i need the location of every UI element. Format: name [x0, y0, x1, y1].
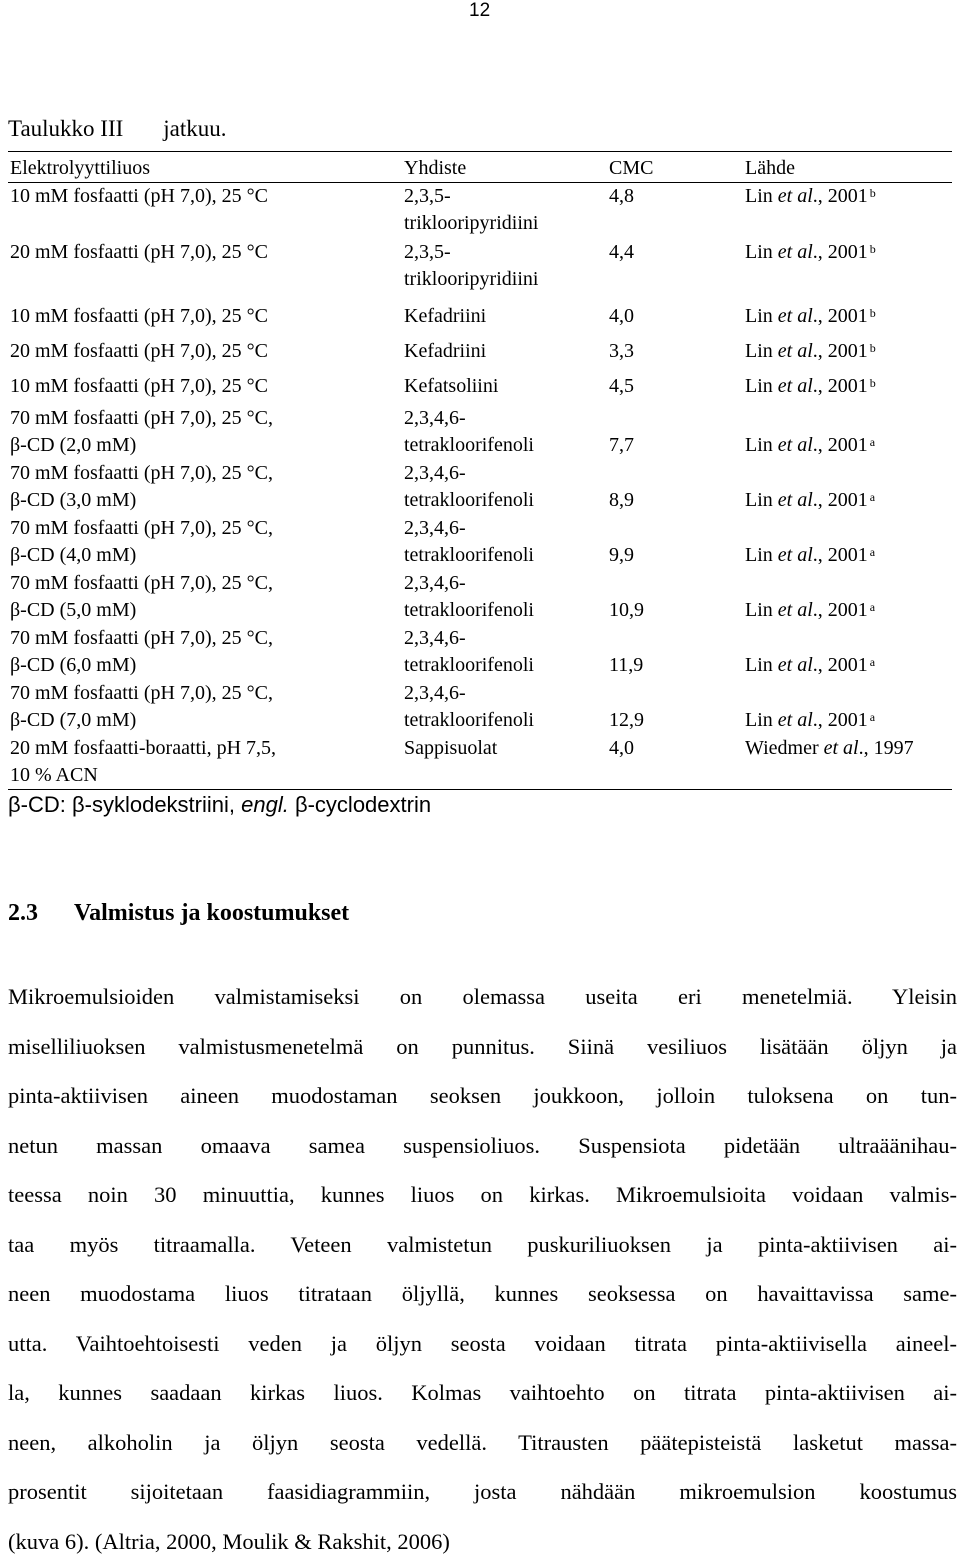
source-etal: et al [778, 709, 813, 731]
table-cell-electrolyte-line2: β-CD (4,0 mM) [10, 542, 136, 569]
table-cell-cmc: 12,9 [609, 707, 644, 734]
source-superscript: a [870, 545, 875, 559]
table-cell-electrolyte: 70 mM fosfaatti (pH 7,0), 25 °C, [10, 680, 273, 707]
source-author: Lin [745, 305, 778, 327]
table-cell-cmc: 3,3 [609, 338, 634, 365]
table-cell-electrolyte-line2: β-CD (7,0 mM) [10, 707, 136, 734]
table-cell-compound: 2,3,4,6- [404, 515, 466, 542]
source-superscript: b [870, 376, 876, 390]
source-year: ., 2001 [813, 599, 868, 621]
table-cell-source [745, 183, 876, 210]
table-cell-source [745, 432, 875, 459]
table-cell-electrolyte: 10 mM fosfaatti (pH 7,0), 25 °C [10, 303, 268, 330]
table-footnote [8, 792, 431, 818]
source-superscript: a [870, 490, 875, 504]
source-superscript: a [870, 600, 875, 614]
table-cell-electrolyte: 10 mM fosfaatti (pH 7,0), 25 °C [10, 183, 268, 210]
table-cell-compound: Sappisuolat [404, 735, 497, 762]
table-cell-cmc: 4,0 [609, 303, 634, 330]
paragraph-line: neen, alkoholin ja öljyn seosta vedellä. Titrausten päätepisteistä lasketut massa- [8, 1418, 957, 1468]
table-cell-compound: 2,3,4,6- [404, 460, 466, 487]
table-cell-cmc: 9,9 [609, 542, 634, 569]
table-cell-source [745, 707, 875, 734]
table-cell-compound: Kefadriini [404, 303, 486, 330]
footnote-italic: engl. [241, 792, 289, 817]
footnote-text: β-CD: β-syklodekstriini, [8, 792, 241, 817]
table-cell-electrolyte: 70 mM fosfaatti (pH 7,0), 25 °C, [10, 460, 273, 487]
table-cell-compound: 2,3,5- [404, 239, 451, 266]
paragraph-line: Mikroemulsioiden valmistamiseksi on olemassa useita eri menetelmiä. Yleisin [8, 972, 957, 1022]
table-cell-source [745, 597, 875, 624]
source-year: ., 2001 [813, 241, 868, 263]
table-cell-compound-line2: tetrakloorifenoli [404, 707, 534, 734]
table-title [8, 116, 227, 142]
table-cell-source [745, 542, 875, 569]
table-cell-electrolyte: 20 mM fosfaatti-boraatti, pH 7,5, [10, 735, 276, 762]
table-cell-source [745, 652, 875, 679]
table-cell-electrolyte: 70 mM fosfaatti (pH 7,0), 25 °C, [10, 625, 273, 652]
paragraph-line: taa myös titraamalla. Veteen valmistetun puskuriliuoksen ja pinta-aktiivisen ai- [8, 1220, 957, 1270]
source-year: ., 2001 [813, 434, 868, 456]
source-superscript: a [870, 710, 875, 724]
header-compound: Yhdiste [404, 155, 466, 182]
source-superscript: b [870, 186, 876, 200]
table-cell-cmc: 11,9 [609, 652, 643, 679]
table-cell-compound-line2: triklooripyridiini [404, 266, 538, 293]
source-superscript: b [870, 341, 876, 355]
source-year: ., 2001 [813, 489, 868, 511]
paragraph-line: neen muodostama liuos titrataan öljyllä, kunnes seoksessa on havaittavissa same- [8, 1269, 957, 1319]
table-cell-compound: 2,3,4,6- [404, 570, 466, 597]
paragraph-line: netun massan omaava samea suspensioliuos. Suspensiota pidetään ultraäänihau- [8, 1121, 957, 1171]
paragraph-line: pinta-aktiivisen aineen muodostaman seoksen joukkoon, jolloin tuloksena on tun- [8, 1071, 957, 1121]
table-cell-electrolyte: 70 mM fosfaatti (pH 7,0), 25 °C, [10, 570, 273, 597]
source-year: ., 2001 [813, 544, 868, 566]
source-superscript: b [870, 306, 876, 320]
source-year: ., 2001 [813, 654, 868, 676]
source-author: Lin [745, 489, 778, 511]
section-heading [8, 900, 349, 927]
source-year: ., 2001 [813, 375, 868, 397]
table-cell-compound-line2: tetrakloorifenoli [404, 487, 534, 514]
body-paragraph [8, 972, 957, 1566]
table-cell-compound-line2: tetrakloorifenoli [404, 542, 534, 569]
table-cell-compound: 2,3,4,6- [404, 625, 466, 652]
table-cell-source [745, 303, 876, 330]
table-continued-label: jatkuu. [163, 116, 226, 141]
paragraph-line: miselliliuoksen valmistusmenetelmä on punnitus. Siinä vesiliuos lisätään öljyn ja [8, 1022, 957, 1072]
table-cell-cmc: 8,9 [609, 487, 634, 514]
header-cmc: CMC [609, 155, 653, 182]
table-cell-electrolyte: 20 mM fosfaatti (pH 7,0), 25 °C [10, 338, 268, 365]
table-cell-compound-line2: tetrakloorifenoli [404, 652, 534, 679]
section-number: 2.3 [8, 900, 38, 926]
source-etal: et al [778, 185, 813, 207]
table-cell-electrolyte: 70 mM fosfaatti (pH 7,0), 25 °C, [10, 515, 273, 542]
source-author: Lin [745, 185, 778, 207]
source-superscript: a [870, 655, 875, 669]
source-year: ., 2001 [813, 305, 868, 327]
table-cell-compound: 2,3,4,6- [404, 405, 466, 432]
table-cell-cmc: 7,7 [609, 432, 634, 459]
source-author: Lin [745, 709, 778, 731]
paragraph-line: la, kunnes saadaan kirkas liuos. Kolmas vaihtoehto on titrata pinta-aktiivisen ai- [8, 1368, 957, 1418]
source-author: Lin [745, 544, 778, 566]
table-cell-source [745, 487, 875, 514]
source-etal: et al [778, 305, 813, 327]
source-year: ., 2001 [813, 709, 868, 731]
table-cell-cmc: 4,0 [609, 735, 634, 762]
page-number: 12 [469, 0, 490, 22]
table-cell-compound-line2: tetrakloorifenoli [404, 597, 534, 624]
table-cell-electrolyte-line2: β-CD (6,0 mM) [10, 652, 136, 679]
source-author: Wiedmer [745, 737, 824, 759]
paragraph-line: utta. Vaihtoehtoisesti veden ja öljyn seosta voidaan titrata pinta-aktiivisella aineel- [8, 1319, 957, 1369]
source-year: ., 2001 [813, 185, 868, 207]
section-title: Valmistus ja koostumukset [74, 900, 349, 926]
table-cell-source [745, 735, 916, 762]
table-cell-cmc: 4,8 [609, 183, 634, 210]
footnote-text-end: β-cyclodextrin [289, 792, 431, 817]
table-cell-source [745, 239, 876, 266]
table-bottom-rule [8, 789, 952, 790]
source-etal: et al [778, 241, 813, 263]
source-author: Lin [745, 340, 778, 362]
source-etal: et al [778, 599, 813, 621]
source-etal: et al [778, 434, 813, 456]
table-cell-electrolyte-line2: β-CD (3,0 mM) [10, 487, 136, 514]
table-cell-compound: Kefadriini [404, 338, 486, 365]
source-superscript: a [870, 435, 875, 449]
table-cell-electrolyte: 10 mM fosfaatti (pH 7,0), 25 °C [10, 373, 268, 400]
header-electrolyte: Elektrolyyttiliuos [10, 155, 150, 182]
source-author: Lin [745, 654, 778, 676]
table-top-rule [8, 151, 952, 152]
source-etal: et al [778, 654, 813, 676]
table-cell-cmc: 10,9 [609, 597, 644, 624]
paragraph-line: teessa noin 30 minuuttia, kunnes liuos on kirkas. Mikroemulsioita voidaan valmis- [8, 1170, 957, 1220]
paragraph-line: (kuva 6). (Altria, 2000, Moulik & Rakshit, 2006) [8, 1517, 957, 1566]
source-superscript: b [870, 242, 876, 256]
table-cell-compound: 2,3,4,6- [404, 680, 466, 707]
source-author: Lin [745, 375, 778, 397]
header-source: Lähde [745, 155, 795, 182]
source-author: Lin [745, 434, 778, 456]
paragraph-line: prosentit sijoitetaan faasidiagrammiin, josta nähdään mikroemulsion koostumus [8, 1467, 957, 1517]
table-cell-compound-line2: tetrakloorifenoli [404, 432, 534, 459]
source-etal: et al [778, 375, 813, 397]
table-cell-compound: 2,3,5- [404, 183, 451, 210]
table-cell-cmc: 4,4 [609, 239, 634, 266]
source-etal: et al [778, 340, 813, 362]
table-cell-electrolyte-line2: β-CD (2,0 mM) [10, 432, 136, 459]
table-cell-cmc: 4,5 [609, 373, 634, 400]
source-etal: et al [778, 489, 813, 511]
source-etal: et al [824, 737, 859, 759]
table-cell-source [745, 373, 876, 400]
table-label: Taulukko III [8, 116, 123, 141]
table-cell-electrolyte: 70 mM fosfaatti (pH 7,0), 25 °C, [10, 405, 273, 432]
table-cell-compound-line2: triklooripyridiini [404, 210, 538, 237]
source-author: Lin [745, 241, 778, 263]
source-author: Lin [745, 599, 778, 621]
table-cell-electrolyte-line2: 10 % ACN [10, 762, 98, 789]
source-year: ., 1997 [859, 737, 914, 759]
table-cell-compound: Kefatsoliini [404, 373, 498, 400]
table-cell-electrolyte-line2: β-CD (5,0 mM) [10, 597, 136, 624]
source-etal: et al [778, 544, 813, 566]
table-cell-source [745, 338, 876, 365]
table-cell-electrolyte: 20 mM fosfaatti (pH 7,0), 25 °C [10, 239, 268, 266]
source-year: ., 2001 [813, 340, 868, 362]
